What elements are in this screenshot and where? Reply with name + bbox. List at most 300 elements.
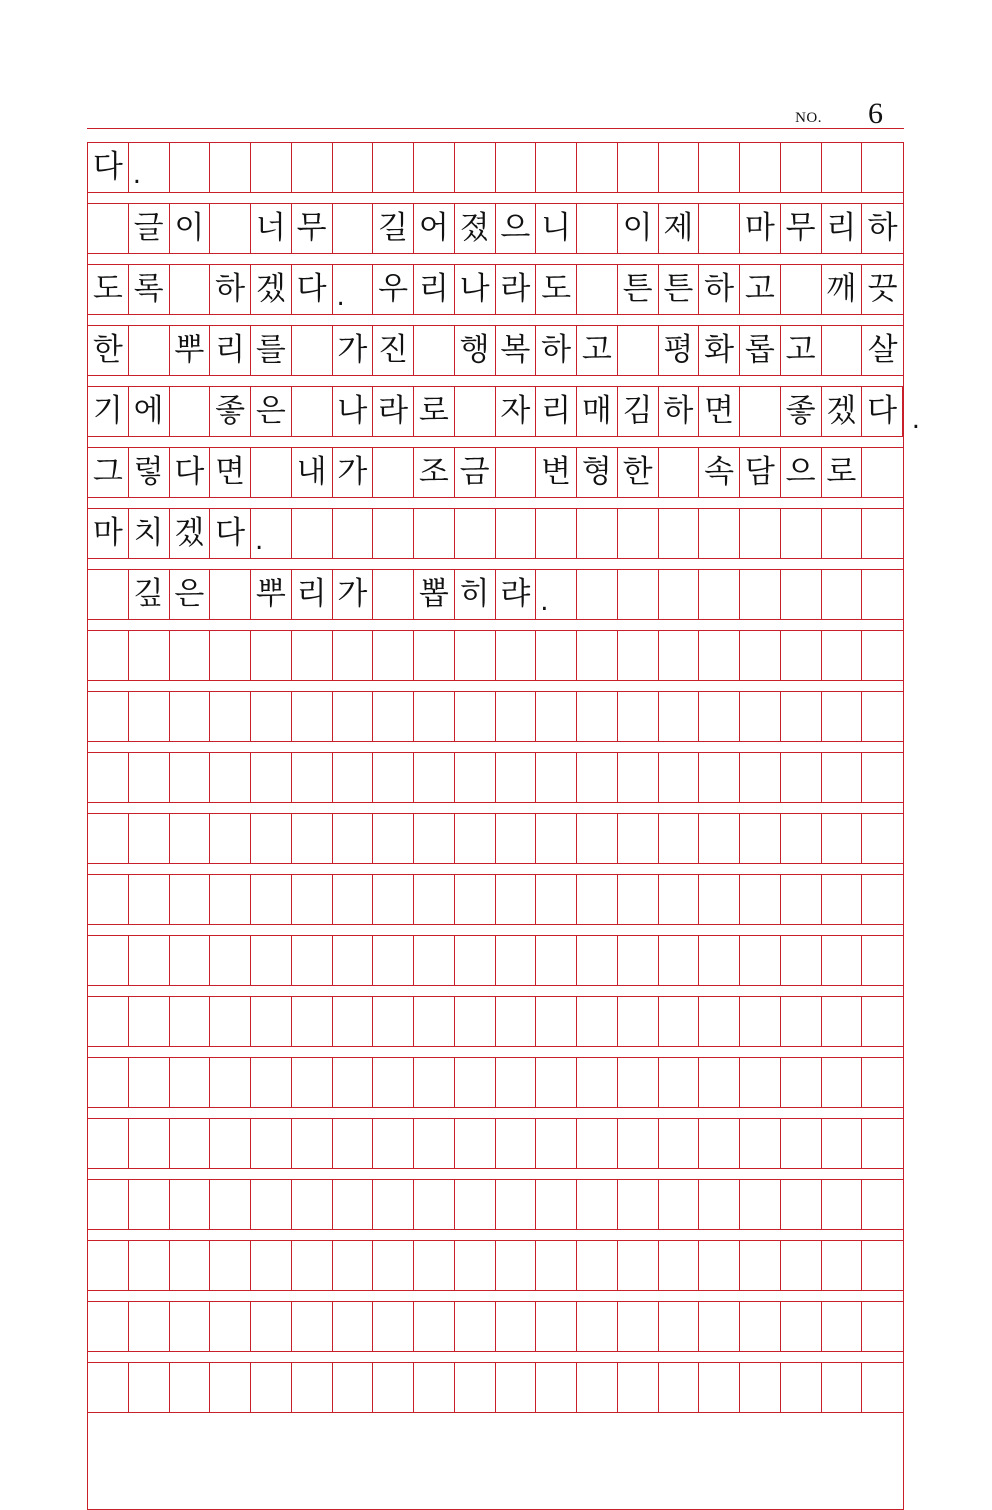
manuscript-cell[interactable] (740, 570, 781, 619)
manuscript-cell[interactable]: 길 (373, 204, 414, 253)
manuscript-cell[interactable]: 형 (577, 448, 618, 497)
manuscript-row[interactable] (87, 996, 904, 1047)
manuscript-cell[interactable]: 무 (781, 204, 822, 253)
manuscript-cell[interactable] (210, 1180, 251, 1229)
manuscript-row[interactable] (87, 325, 904, 376)
manuscript-cell[interactable] (455, 509, 496, 558)
manuscript-cell[interactable] (496, 875, 537, 924)
manuscript-cell[interactable] (333, 814, 374, 863)
manuscript-cell[interactable] (781, 570, 822, 619)
manuscript-cell[interactable] (577, 265, 618, 314)
manuscript-cell[interactable] (251, 875, 292, 924)
manuscript-cell[interactable] (659, 692, 700, 741)
manuscript-cell[interactable]: . (251, 509, 292, 558)
manuscript-cell[interactable] (210, 753, 251, 802)
manuscript-cell[interactable] (577, 1241, 618, 1290)
manuscript-cell[interactable]: 마 (88, 509, 129, 558)
manuscript-cell[interactable] (333, 1363, 374, 1412)
manuscript-cell[interactable] (455, 1241, 496, 1290)
manuscript-cell[interactable] (536, 936, 577, 985)
manuscript-cell[interactable] (292, 936, 333, 985)
manuscript-cell[interactable]: 다 (292, 265, 333, 314)
manuscript-cell[interactable] (373, 1180, 414, 1229)
manuscript-cell[interactable] (740, 814, 781, 863)
manuscript-cell[interactable] (862, 1241, 903, 1290)
manuscript-cell[interactable]: 좋 (781, 387, 822, 436)
manuscript-cell[interactable]: 이 (618, 204, 659, 253)
manuscript-cell[interactable] (414, 936, 455, 985)
manuscript-row[interactable] (87, 447, 904, 498)
manuscript-cell[interactable] (251, 997, 292, 1046)
manuscript-cell[interactable] (862, 509, 903, 558)
manuscript-cell[interactable] (781, 1058, 822, 1107)
manuscript-cell[interactable] (496, 1058, 537, 1107)
manuscript-row[interactable] (87, 752, 904, 803)
manuscript-cell[interactable] (251, 1241, 292, 1290)
manuscript-cell[interactable]: 깨 (822, 265, 863, 314)
manuscript-cell[interactable] (333, 936, 374, 985)
manuscript-cell[interactable] (862, 570, 903, 619)
manuscript-cell[interactable] (659, 1363, 700, 1412)
manuscript-cell[interactable] (88, 204, 129, 253)
manuscript-cell[interactable] (455, 875, 496, 924)
manuscript-cell[interactable] (210, 1302, 251, 1351)
manuscript-cell[interactable] (740, 387, 781, 436)
manuscript-cell[interactable] (699, 1241, 740, 1290)
manuscript-cell[interactable] (781, 1119, 822, 1168)
manuscript-cell[interactable]: 살 (867, 332, 898, 368)
manuscript-cell[interactable] (699, 509, 740, 558)
manuscript-cell[interactable]: 너 (251, 204, 292, 253)
manuscript-cell[interactable] (862, 1119, 903, 1168)
manuscript-cell[interactable] (618, 509, 659, 558)
manuscript-cell[interactable] (618, 753, 659, 802)
manuscript-cell[interactable] (781, 1363, 822, 1412)
manuscript-row[interactable] (87, 203, 904, 254)
manuscript-cell[interactable]: 내 (292, 448, 333, 497)
manuscript-cell[interactable] (781, 1302, 822, 1351)
manuscript-cell[interactable] (659, 1302, 700, 1351)
manuscript-cell[interactable] (88, 1180, 129, 1229)
manuscript-cell[interactable] (333, 1058, 374, 1107)
manuscript-cell[interactable]: 진 (373, 326, 414, 375)
manuscript-cell[interactable] (862, 936, 903, 985)
manuscript-cell[interactable] (414, 997, 455, 1046)
manuscript-cell[interactable] (822, 753, 863, 802)
manuscript-cell[interactable] (333, 1119, 374, 1168)
manuscript-cell[interactable] (170, 875, 211, 924)
manuscript-cell[interactable]: 복 (496, 326, 537, 375)
manuscript-cell[interactable]: 고 (740, 265, 781, 314)
manuscript-cell[interactable] (373, 936, 414, 985)
manuscript-cell[interactable] (170, 753, 211, 802)
manuscript-cell[interactable]: 도 (88, 265, 129, 314)
manuscript-cell[interactable] (536, 1119, 577, 1168)
manuscript-cell[interactable] (862, 143, 903, 192)
manuscript-cell[interactable] (862, 1058, 903, 1107)
manuscript-cell[interactable]: 그 (88, 448, 129, 497)
manuscript-cell[interactable] (496, 1363, 537, 1412)
manuscript-cell[interactable] (740, 692, 781, 741)
manuscript-cell[interactable] (414, 1180, 455, 1229)
manuscript-cell[interactable] (781, 753, 822, 802)
manuscript-cell[interactable]: 다 (88, 143, 129, 192)
manuscript-cell[interactable]: 리 (414, 265, 455, 314)
manuscript-cell[interactable] (496, 631, 537, 680)
manuscript-cell[interactable]: 하 (210, 265, 251, 314)
manuscript-cell[interactable] (88, 1363, 129, 1412)
manuscript-cell[interactable] (536, 1180, 577, 1229)
manuscript-cell[interactable] (577, 692, 618, 741)
manuscript-cell[interactable] (414, 631, 455, 680)
manuscript-cell[interactable]: 렇 (129, 448, 170, 497)
manuscript-cell[interactable] (781, 997, 822, 1046)
manuscript-cell[interactable] (251, 1058, 292, 1107)
manuscript-cell[interactable] (699, 1058, 740, 1107)
manuscript-cell[interactable] (740, 936, 781, 985)
manuscript-cell[interactable] (536, 875, 577, 924)
manuscript-cell[interactable] (618, 936, 659, 985)
manuscript-cell[interactable]: 김 (618, 387, 659, 436)
manuscript-cell[interactable] (699, 753, 740, 802)
manuscript-cell[interactable] (88, 1241, 129, 1290)
manuscript-cell[interactable] (251, 448, 292, 497)
manuscript-cell[interactable] (292, 814, 333, 863)
manuscript-cell[interactable] (496, 997, 537, 1046)
manuscript-cell[interactable] (251, 1363, 292, 1412)
manuscript-cell[interactable] (129, 1180, 170, 1229)
manuscript-cell[interactable] (618, 631, 659, 680)
manuscript-cell[interactable]: 마 (740, 204, 781, 253)
manuscript-cell[interactable] (333, 1241, 374, 1290)
manuscript-cell[interactable] (129, 1302, 170, 1351)
manuscript-cell[interactable] (577, 509, 618, 558)
manuscript-cell[interactable]: 리 (536, 387, 577, 436)
manuscript-cell[interactable] (455, 997, 496, 1046)
manuscript-cell[interactable] (455, 631, 496, 680)
manuscript-cell[interactable] (536, 997, 577, 1046)
manuscript-row[interactable] (87, 1057, 904, 1108)
manuscript-cell[interactable] (88, 997, 129, 1046)
manuscript-cell[interactable] (781, 631, 822, 680)
manuscript-cell[interactable] (210, 631, 251, 680)
manuscript-cell[interactable]: 뿌 (251, 570, 292, 619)
manuscript-cell[interactable] (699, 143, 740, 192)
manuscript-cell[interactable] (333, 753, 374, 802)
manuscript-cell[interactable] (373, 692, 414, 741)
manuscript-cell[interactable] (333, 875, 374, 924)
manuscript-cell[interactable] (414, 1241, 455, 1290)
manuscript-cell[interactable] (210, 204, 251, 253)
manuscript-cell[interactable] (333, 509, 374, 558)
manuscript-cell[interactable] (292, 1058, 333, 1107)
manuscript-cell[interactable] (210, 1363, 251, 1412)
manuscript-cell[interactable] (577, 143, 618, 192)
manuscript-cell[interactable]: 나 (455, 265, 496, 314)
manuscript-cell[interactable] (292, 387, 333, 436)
manuscript-cell[interactable] (170, 631, 211, 680)
manuscript-cell[interactable]: 좋 (210, 387, 251, 436)
manuscript-cell[interactable] (659, 1058, 700, 1107)
manuscript-cell[interactable] (536, 692, 577, 741)
manuscript-cell[interactable]: 우 (373, 265, 414, 314)
manuscript-row[interactable] (87, 691, 904, 742)
manuscript-cell[interactable]: 자 (496, 387, 537, 436)
manuscript-cell[interactable] (414, 1119, 455, 1168)
manuscript-row[interactable] (87, 813, 904, 864)
manuscript-cell[interactable]: 은 (251, 387, 292, 436)
manuscript-cell[interactable] (699, 1119, 740, 1168)
manuscript-cell[interactable]: 히 (455, 570, 496, 619)
manuscript-cell[interactable] (210, 692, 251, 741)
manuscript-cell[interactable] (740, 997, 781, 1046)
manuscript-cell[interactable] (455, 1180, 496, 1229)
manuscript-cell[interactable] (129, 692, 170, 741)
manuscript-cell[interactable] (129, 1241, 170, 1290)
manuscript-cell[interactable] (129, 753, 170, 802)
manuscript-cell[interactable] (251, 936, 292, 985)
manuscript-row[interactable] (87, 264, 904, 315)
manuscript-cell[interactable] (88, 570, 129, 619)
manuscript-cell[interactable]: 랴 (496, 570, 537, 619)
manuscript-cell[interactable] (781, 1241, 822, 1290)
manuscript-cell[interactable] (618, 1363, 659, 1412)
manuscript-cell[interactable] (333, 1180, 374, 1229)
manuscript-cell[interactable] (210, 814, 251, 863)
manuscript-cell[interactable] (292, 1302, 333, 1351)
manuscript-cell[interactable] (577, 1302, 618, 1351)
manuscript-row[interactable] (87, 1240, 904, 1291)
manuscript-cell[interactable] (170, 1241, 211, 1290)
manuscript-cell[interactable] (699, 631, 740, 680)
manuscript-cell[interactable] (862, 753, 903, 802)
manuscript-cell[interactable] (822, 1363, 863, 1412)
manuscript-cell[interactable] (414, 814, 455, 863)
manuscript-cell[interactable] (373, 1241, 414, 1290)
manuscript-cell[interactable]: 가 (333, 570, 374, 619)
manuscript-cell[interactable] (210, 997, 251, 1046)
manuscript-cell[interactable]: 겠 (822, 387, 863, 436)
manuscript-cell[interactable]: 제 (659, 204, 700, 253)
manuscript-cell[interactable] (659, 448, 700, 497)
manuscript-cell[interactable] (740, 143, 781, 192)
manuscript-cell[interactable]: 평 (659, 326, 700, 375)
manuscript-cell[interactable] (618, 814, 659, 863)
manuscript-cell[interactable] (373, 1119, 414, 1168)
manuscript-row[interactable] (87, 1301, 904, 1352)
manuscript-cell[interactable] (862, 1363, 903, 1412)
manuscript-cell[interactable] (88, 875, 129, 924)
manuscript-cell[interactable] (129, 997, 170, 1046)
manuscript-cell[interactable] (618, 1058, 659, 1107)
manuscript-cell[interactable]: 매 (577, 387, 618, 436)
manuscript-cell[interactable] (740, 1058, 781, 1107)
manuscript-cell[interactable]: 졌 (455, 204, 496, 253)
manuscript-cell[interactable] (618, 875, 659, 924)
manuscript-cell[interactable]: 어 (414, 204, 455, 253)
manuscript-cell[interactable] (781, 265, 822, 314)
manuscript-cell[interactable] (251, 631, 292, 680)
manuscript-cell[interactable]: 록 (129, 265, 170, 314)
manuscript-cell[interactable] (659, 997, 700, 1046)
manuscript-cell[interactable] (577, 204, 618, 253)
manuscript-cell[interactable]: 뿌 (170, 326, 211, 375)
manuscript-cell[interactable] (170, 997, 211, 1046)
manuscript-cell[interactable] (699, 1180, 740, 1229)
manuscript-cell[interactable] (251, 753, 292, 802)
manuscript-row[interactable] (87, 1118, 904, 1169)
manuscript-cell[interactable] (822, 1119, 863, 1168)
manuscript-cell[interactable] (862, 875, 903, 924)
manuscript-cell[interactable]: 리 (210, 326, 251, 375)
manuscript-cell[interactable] (659, 143, 700, 192)
manuscript-row[interactable] (87, 874, 904, 925)
manuscript-cell[interactable] (129, 1363, 170, 1412)
manuscript-cell[interactable] (414, 1363, 455, 1412)
manuscript-cell[interactable] (577, 1180, 618, 1229)
manuscript-cell[interactable]: 한 (618, 448, 659, 497)
manuscript-cell[interactable] (618, 1241, 659, 1290)
manuscript-cell[interactable] (577, 570, 618, 619)
manuscript-cell[interactable] (129, 936, 170, 985)
manuscript-cell[interactable] (292, 692, 333, 741)
manuscript-cell[interactable] (862, 1180, 903, 1229)
manuscript-cell[interactable] (496, 692, 537, 741)
manuscript-cell[interactable]: 기 (88, 387, 129, 436)
manuscript-cell[interactable] (333, 631, 374, 680)
manuscript-cell[interactable] (496, 509, 537, 558)
manuscript-cell[interactable] (862, 692, 903, 741)
manuscript-cell[interactable] (699, 692, 740, 741)
manuscript-cell[interactable]: 다 (210, 509, 251, 558)
manuscript-cell[interactable] (373, 875, 414, 924)
manuscript-cell[interactable]: . (333, 265, 374, 314)
manuscript-cell[interactable]: 다 (170, 448, 211, 497)
manuscript-cell[interactable] (822, 997, 863, 1046)
manuscript-cell[interactable] (822, 692, 863, 741)
manuscript-cell[interactable] (659, 814, 700, 863)
manuscript-cell[interactable] (659, 875, 700, 924)
manuscript-cell[interactable]: 튼 (618, 265, 659, 314)
manuscript-cell[interactable] (822, 1058, 863, 1107)
manuscript-cell[interactable] (659, 509, 700, 558)
manuscript-cell[interactable] (862, 997, 903, 1046)
manuscript-cell[interactable]: . (129, 143, 170, 192)
manuscript-cell[interactable] (170, 387, 211, 436)
manuscript-cell[interactable] (659, 631, 700, 680)
manuscript-cell[interactable]: 고 (577, 326, 618, 375)
manuscript-cell[interactable] (536, 753, 577, 802)
manuscript-cell[interactable] (373, 814, 414, 863)
manuscript-cell[interactable] (536, 814, 577, 863)
manuscript-cell[interactable]: 라 (496, 265, 537, 314)
manuscript-cell[interactable]: 나 (333, 387, 374, 436)
manuscript-cell[interactable] (414, 326, 455, 375)
manuscript-row[interactable] (87, 630, 904, 681)
manuscript-cell[interactable] (740, 753, 781, 802)
manuscript-cell[interactable]: 깊 (129, 570, 170, 619)
manuscript-cell[interactable] (822, 509, 863, 558)
manuscript-cell[interactable] (740, 1302, 781, 1351)
manuscript-row[interactable] (87, 142, 904, 193)
manuscript-cell[interactable]: 글 (129, 204, 170, 253)
manuscript-cell[interactable] (822, 936, 863, 985)
manuscript-cell[interactable] (170, 1119, 211, 1168)
manuscript-cell[interactable] (822, 1302, 863, 1351)
manuscript-cell[interactable] (251, 1119, 292, 1168)
manuscript-cell[interactable] (577, 936, 618, 985)
manuscript-cell[interactable] (333, 143, 374, 192)
manuscript-cell[interactable]: 면 (210, 448, 251, 497)
manuscript-cell[interactable] (618, 570, 659, 619)
manuscript-cell[interactable] (536, 509, 577, 558)
manuscript-cell[interactable] (292, 1119, 333, 1168)
manuscript-cell[interactable] (455, 692, 496, 741)
manuscript-cell[interactable]: 은 (170, 570, 211, 619)
manuscript-cell[interactable] (251, 143, 292, 192)
manuscript-cell[interactable] (373, 631, 414, 680)
manuscript-cell[interactable] (373, 509, 414, 558)
manuscript-cell[interactable] (414, 143, 455, 192)
manuscript-cell[interactable] (210, 875, 251, 924)
manuscript-cell[interactable]: 리 (822, 204, 863, 253)
manuscript-cell[interactable]: 으 (496, 204, 537, 253)
manuscript-cell[interactable] (536, 631, 577, 680)
manuscript-cell[interactable] (822, 631, 863, 680)
manuscript-cell[interactable] (781, 1180, 822, 1229)
manuscript-cell[interactable] (414, 509, 455, 558)
manuscript-cell[interactable] (577, 631, 618, 680)
manuscript-cell[interactable] (455, 1119, 496, 1168)
manuscript-cell[interactable] (699, 204, 740, 253)
manuscript-cell[interactable]: 하 (659, 387, 700, 436)
manuscript-cell[interactable] (822, 570, 863, 619)
manuscript-cell[interactable] (129, 814, 170, 863)
manuscript-cell[interactable] (333, 692, 374, 741)
manuscript-cell[interactable] (536, 1058, 577, 1107)
manuscript-cell[interactable] (373, 570, 414, 619)
manuscript-cell[interactable]: 하 (699, 265, 740, 314)
manuscript-cell[interactable] (414, 1302, 455, 1351)
manuscript-cell[interactable] (251, 814, 292, 863)
manuscript-cell[interactable] (88, 936, 129, 985)
manuscript-cell[interactable] (373, 1302, 414, 1351)
manuscript-cell[interactable] (292, 753, 333, 802)
manuscript-cell[interactable] (170, 1363, 211, 1412)
manuscript-cell[interactable] (536, 143, 577, 192)
manuscript-cell[interactable] (781, 509, 822, 558)
manuscript-cell[interactable] (577, 1119, 618, 1168)
manuscript-cell[interactable] (822, 1180, 863, 1229)
manuscript-cell[interactable] (251, 1302, 292, 1351)
manuscript-cell[interactable] (129, 1119, 170, 1168)
manuscript-cell[interactable]: 로 (414, 387, 455, 436)
manuscript-cell[interactable] (88, 631, 129, 680)
manuscript-cell[interactable] (536, 1363, 577, 1412)
manuscript-cell[interactable] (699, 936, 740, 985)
manuscript-row[interactable] (87, 569, 904, 620)
manuscript-cell[interactable] (577, 814, 618, 863)
manuscript-cell[interactable]: 으 (781, 448, 822, 497)
manuscript-cell[interactable] (210, 1058, 251, 1107)
manuscript-cell[interactable] (292, 1363, 333, 1412)
manuscript-cell[interactable] (373, 143, 414, 192)
manuscript-cell[interactable]: 가 (333, 326, 374, 375)
manuscript-cell[interactable] (496, 753, 537, 802)
manuscript-cell[interactable] (414, 692, 455, 741)
manuscript-cell[interactable] (740, 1241, 781, 1290)
manuscript-row[interactable] (87, 1179, 904, 1230)
